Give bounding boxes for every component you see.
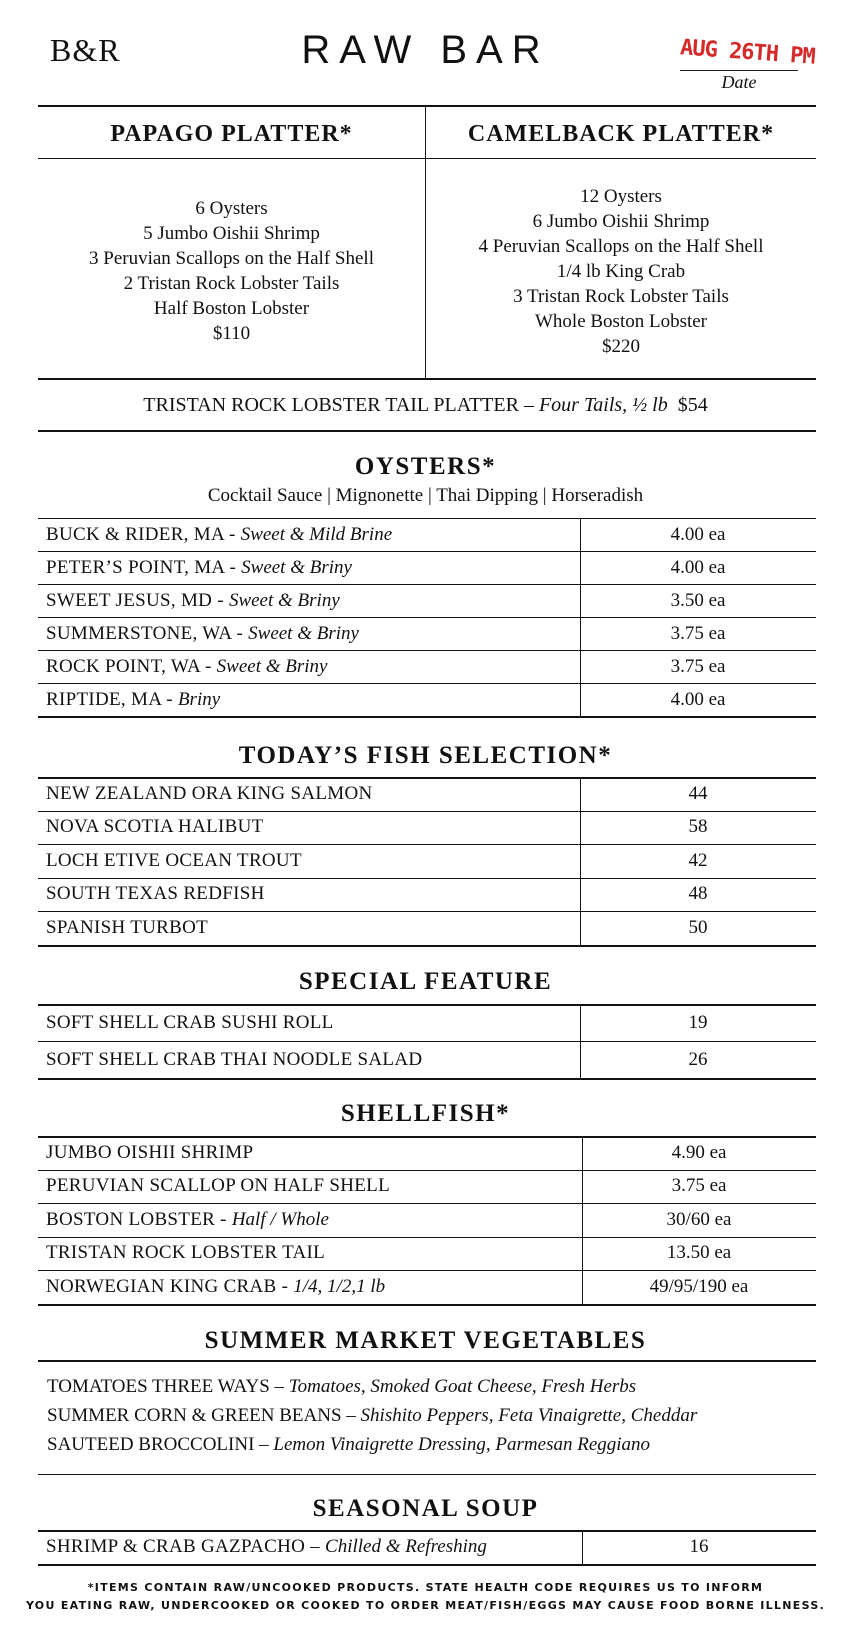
platter-item: 3 Tristan Rock Lobster Tails xyxy=(513,286,729,307)
table-row-name xyxy=(46,1012,334,1034)
table-row-name xyxy=(46,689,220,711)
item-name: PERUVIAN SCALLOP ON HALF SHELL xyxy=(46,1175,390,1197)
table-row-name xyxy=(46,1049,422,1071)
item-price: 4.90 ea xyxy=(671,1141,727,1163)
item-name: BUCK & RIDER, MA - xyxy=(46,523,236,545)
table-rule xyxy=(38,1304,816,1306)
divider xyxy=(38,1474,816,1475)
table-rule xyxy=(38,1270,816,1271)
divider xyxy=(38,105,816,107)
table-rule xyxy=(38,1078,816,1080)
platter-item: 6 Jumbo Oishii Shrimp xyxy=(532,211,710,232)
tail-platter-name: TRISTAN ROCK LOBSTER TAIL PLATTER – xyxy=(143,394,534,416)
table-row-name xyxy=(46,1175,390,1197)
table-row-name xyxy=(46,783,373,805)
platter-price: $110 xyxy=(212,323,251,344)
table-rule xyxy=(38,878,816,879)
table-row-name xyxy=(46,917,208,939)
table-rule xyxy=(38,1041,816,1042)
table-rule xyxy=(38,945,816,947)
item-price: 48 xyxy=(688,883,708,905)
platter-items xyxy=(426,184,816,359)
item-name: SUMMERSTONE, WA - xyxy=(46,622,244,644)
item-name: LOCH ETIVE OCEAN TROUT xyxy=(46,849,302,871)
item-desc: 1/4, 1/2,1 lb xyxy=(293,1275,386,1297)
platter-item: 3 Peruvian Scallops on the Half Shell xyxy=(89,248,374,269)
veg-desc: Shishito Peppers, Feta Vinaigrette, Cheddar xyxy=(360,1405,698,1426)
table-row-name xyxy=(46,850,302,872)
logo: B&R xyxy=(50,32,121,68)
section-title: TODAY’S FISH SELECTION* xyxy=(238,742,613,769)
table-row-name xyxy=(46,1142,253,1164)
footer-note: YOU EATING RAW, UNDERCOOKED OR COOKED TO ORDER MEAT/FISH/EGGS MAY CAUSE FOOD BORNE ILLNESS. xyxy=(25,1599,826,1612)
table-rule xyxy=(38,1004,816,1006)
item-price: 44 xyxy=(688,782,708,804)
item-price: 4.00 ea xyxy=(670,688,726,710)
item-name: SOFT SHELL CRAB THAI NOODLE SALAD xyxy=(46,1048,423,1070)
item-name: RIPTIDE, MA - xyxy=(46,688,173,710)
veg-desc: Lemon Vinaigrette Dressing, Parmesan Reggiano xyxy=(273,1434,651,1455)
table-row-name xyxy=(46,1276,385,1298)
item-name: PETER’S POINT, MA - xyxy=(46,556,237,578)
table-rule xyxy=(38,844,816,845)
item-price: 3.75 ea xyxy=(670,622,726,644)
table-rule xyxy=(38,683,816,684)
item-name: NORWEGIAN KING CRAB - xyxy=(46,1275,289,1297)
item-desc: Chilled & Refreshing xyxy=(325,1536,487,1557)
table-rule xyxy=(38,1203,816,1204)
item-desc: Sweet & Briny xyxy=(228,589,340,611)
item-desc: Sweet & Mild Brine xyxy=(240,523,393,545)
platter-item: Half Boston Lobster xyxy=(153,298,310,319)
table-rule xyxy=(38,716,816,718)
section-title: SUMMER MARKET VEGETABLES xyxy=(204,1327,647,1354)
section-title: OYSTERS* xyxy=(354,453,497,480)
veg-name: SAUTEED BROCCOLINI – xyxy=(47,1434,269,1455)
section-title: SHELLFISH* xyxy=(340,1100,511,1127)
table-rule xyxy=(38,584,816,585)
table-rule xyxy=(38,811,816,812)
item-name: ROCK POINT, WA - xyxy=(46,655,212,677)
item-price: 16 xyxy=(689,1536,709,1557)
table-rule xyxy=(38,777,816,779)
table-rule xyxy=(38,518,816,519)
item-price: 49/95/190 ea xyxy=(649,1275,749,1297)
divider xyxy=(38,430,816,432)
table-rule xyxy=(38,1237,816,1238)
date-stamp: AUG 26TH PM xyxy=(679,35,816,70)
table-row-name xyxy=(46,1209,329,1231)
divider xyxy=(38,1360,816,1362)
table-row-name xyxy=(46,590,340,612)
table-rule xyxy=(38,551,816,552)
item-desc: Sweet & Briny xyxy=(241,556,352,578)
item-name: BOSTON LOBSTER - xyxy=(46,1208,227,1230)
item-name: SWEET JESUS, MD - xyxy=(46,589,224,611)
platter-price: $220 xyxy=(602,336,640,357)
table-rule xyxy=(38,911,816,912)
item-price: 19 xyxy=(688,1011,708,1033)
table-row-name xyxy=(46,883,265,905)
tail-platter-desc: Four Tails, ½ lb xyxy=(538,394,668,416)
table-rule xyxy=(38,1564,816,1566)
sauce-list: Cocktail Sauce | Mignonette | Thai Dipping | Horseradish xyxy=(207,485,644,506)
table-row-name xyxy=(46,524,392,546)
veg-item xyxy=(47,1405,697,1427)
veg-name: SUMMER CORN & GREEN BEANS – xyxy=(47,1405,356,1426)
date-underline xyxy=(680,70,798,71)
date-label: Date xyxy=(721,72,757,92)
item-name: NOVA SCOTIA HALIBUT xyxy=(46,816,264,838)
platter-item: Whole Boston Lobster xyxy=(534,311,708,332)
item-name: JUMBO OISHII SHRIMP xyxy=(46,1141,254,1163)
veg-name: TOMATOES THREE WAYS – xyxy=(47,1376,285,1397)
item-price: 3.50 ea xyxy=(670,589,726,611)
item-name: SHRIMP & CRAB GAZPACHO – xyxy=(46,1536,320,1557)
platter-item: 1/4 lb King Crab xyxy=(556,261,686,282)
table-rule xyxy=(38,1530,816,1532)
item-price: 58 xyxy=(688,816,708,838)
item-name: SOFT SHELL CRAB SUSHI ROLL xyxy=(46,1011,334,1033)
platter-item: 2 Tristan Rock Lobster Tails xyxy=(123,273,340,294)
veg-desc: Tomatoes, Smoked Goat Cheese, Fresh Herbs xyxy=(288,1376,637,1397)
item-name: SPANISH TURBOT xyxy=(46,916,209,938)
table-rule xyxy=(38,1170,816,1171)
table-rule xyxy=(38,1136,816,1138)
item-price: 3.75 ea xyxy=(670,655,726,677)
item-price: 26 xyxy=(688,1048,708,1070)
divider xyxy=(38,378,816,380)
section-title: SPECIAL FEATURE xyxy=(298,968,553,995)
item-price: 3.75 ea xyxy=(671,1175,727,1197)
section-title: SEASONAL SOUP xyxy=(312,1495,539,1522)
item-price: 4.00 ea xyxy=(670,556,726,578)
veg-item xyxy=(47,1434,650,1456)
table-row-name xyxy=(46,557,352,579)
platter-items xyxy=(38,196,425,346)
item-name: NEW ZEALAND ORA KING SALMON xyxy=(46,782,373,804)
footer-note: *ITEMS CONTAIN RAW/UNCOOKED PRODUCTS. STATE HEALTH CODE REQUIRES US TO INFORM xyxy=(87,1581,764,1594)
item-name: SOUTH TEXAS REDFISH xyxy=(46,883,265,905)
table-row-name xyxy=(46,816,264,838)
item-price: 30/60 ea xyxy=(666,1208,732,1230)
platter-item: 5 Jumbo Oishii Shrimp xyxy=(143,223,320,244)
page-title: RAW BAR xyxy=(301,28,550,72)
item-desc: Half / Whole xyxy=(231,1208,329,1230)
table-row-name xyxy=(46,656,327,678)
veg-item xyxy=(47,1376,636,1398)
table-row-name xyxy=(46,1536,487,1558)
item-price: 42 xyxy=(688,849,708,871)
platter-title: CAMELBACK PLATTER* xyxy=(467,121,775,147)
table-row-name xyxy=(46,1242,325,1264)
tail-platter xyxy=(0,394,851,417)
platter-title: PAPAGO PLATTER* xyxy=(110,121,353,147)
table-rule xyxy=(38,617,816,618)
divider xyxy=(38,158,816,159)
item-price: 50 xyxy=(688,916,708,938)
item-desc: Sweet & Briny xyxy=(216,655,328,677)
platter-item: 12 Oysters xyxy=(580,186,662,207)
platter-item: 4 Peruvian Scallops on the Half Shell xyxy=(478,236,764,257)
item-price: 13.50 ea xyxy=(666,1242,732,1264)
item-desc: Sweet & Briny xyxy=(248,622,359,644)
item-name: TRISTAN ROCK LOBSTER TAIL xyxy=(46,1242,326,1264)
table-row-name xyxy=(46,623,359,645)
table-rule xyxy=(38,650,816,651)
item-desc: Briny xyxy=(177,688,221,710)
tail-platter-price: $54 xyxy=(677,394,708,416)
platter-item: 6 Oysters xyxy=(195,198,268,219)
item-price: 4.00 ea xyxy=(670,523,726,545)
